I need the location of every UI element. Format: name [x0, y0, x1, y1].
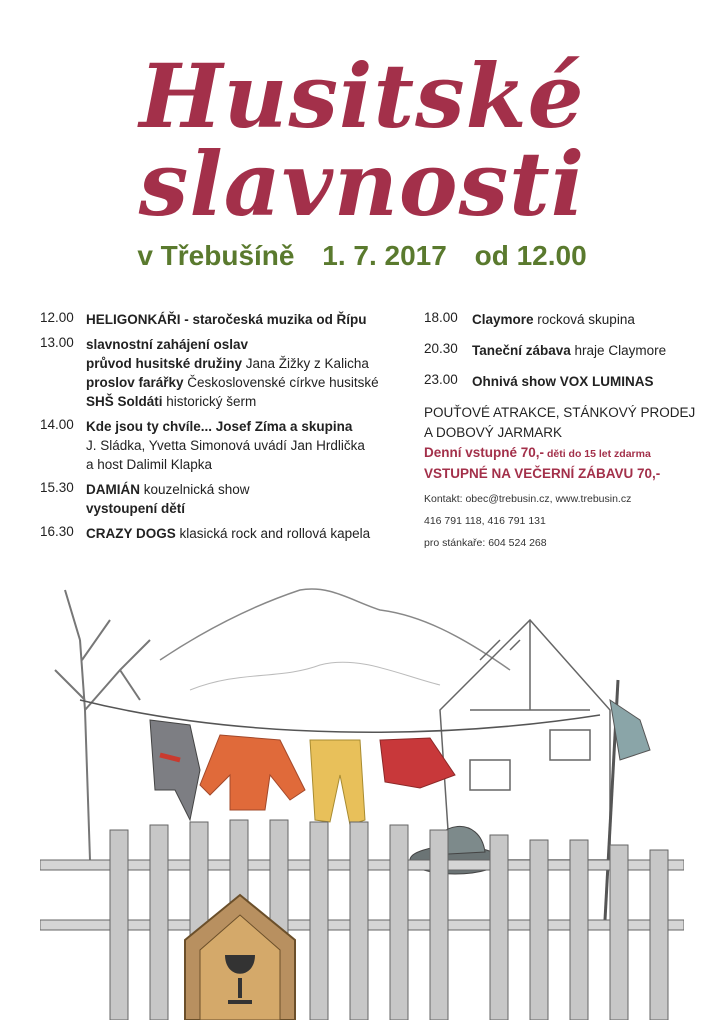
schedule-text: DAMIÁN	[86, 482, 140, 497]
schedule-text: proslov farářky	[86, 375, 184, 390]
schedule-text: hraje Claymore	[570, 343, 667, 358]
schedule-row	[40, 310, 410, 329]
event-start-time: od 12.00	[474, 240, 587, 271]
event-subtitle	[0, 240, 724, 272]
schedule-time: 14.00	[40, 417, 74, 432]
schedule-text: Taneční zábava	[472, 343, 571, 358]
evening-entry: VSTUPNÉ NA VEČERNÍ ZÁBAVU 70,-	[424, 466, 661, 481]
grey-shirt-drawing	[150, 720, 200, 820]
day-entry	[424, 443, 714, 464]
schedule-line	[86, 354, 410, 373]
children-free: děti do 15 let zdarma	[544, 448, 651, 460]
schedule-right	[424, 310, 714, 403]
orange-sweater-drawing	[200, 735, 305, 810]
day-entry-price: Denní vstupné 70,-	[424, 445, 545, 460]
schedule-text: SHŠ Soldáti	[86, 394, 163, 409]
schedule-text: slavnostní zahájení oslav	[86, 337, 249, 352]
bare-tree-drawing	[55, 590, 150, 860]
house-drawing	[440, 620, 610, 860]
info-block	[424, 403, 714, 484]
mountain-drawing	[160, 589, 510, 670]
event-place: v Třebušíně	[137, 240, 295, 271]
schedule-line	[86, 310, 410, 329]
schedule-text: Claymore	[472, 312, 534, 327]
schedule-row	[424, 310, 714, 329]
schedule-row	[40, 480, 410, 518]
schedule-line	[472, 372, 714, 391]
schedule-text: Jana Žižky z Kalicha	[242, 356, 369, 371]
schedule-line	[86, 373, 410, 392]
schedule-time: 13.00	[40, 335, 74, 350]
schedule-text: HELIGONKÁŘI - staročeská muzika od Řípu	[86, 312, 367, 327]
schedule-line	[86, 436, 410, 455]
schedule-text: Československé církve husitské	[183, 375, 379, 390]
schedule-time: 18.00	[424, 310, 458, 325]
attractions-line-2: A DOBOVÝ JARMARK	[424, 425, 563, 440]
schedule-text: Ohnivá show VOX LUMINAS	[472, 374, 654, 389]
schedule-text: Kde jsou ty chvíle... Josef Zíma a skupina	[86, 419, 353, 434]
schedule-text: kouzelnická show	[140, 482, 250, 497]
schedule-time: 20.30	[424, 341, 458, 356]
schedule-text: a host Dalimil Klapka	[86, 457, 213, 472]
schedule-line	[86, 480, 410, 499]
attractions-line-1: POUŤOVÉ ATRAKCE, STÁNKOVÝ PRODEJ	[424, 405, 696, 420]
schedule-line	[86, 499, 410, 518]
contact-phones: 416 791 118, 416 791 131	[424, 515, 546, 527]
schedule-row	[424, 372, 714, 391]
schedule-row	[40, 335, 410, 411]
picket-fence-drawing	[40, 820, 684, 1020]
schedule-row	[40, 417, 410, 474]
schedule-time: 23.00	[424, 372, 458, 387]
village-illustration	[40, 560, 684, 1020]
schedule-line	[86, 524, 410, 543]
yellow-trousers-drawing	[310, 740, 365, 825]
red-skirt-drawing	[380, 738, 455, 788]
schedule-text: klasická rock and rollová kapela	[175, 526, 371, 541]
schedule-line	[472, 341, 714, 360]
schedule-text: průvod husitské družiny	[86, 356, 243, 371]
event-date: 1. 7. 2017	[322, 240, 447, 271]
schedule-text: historický šerm	[162, 394, 257, 409]
schedule-time: 12.00	[40, 310, 74, 325]
contacts-block	[424, 488, 631, 554]
schedule-text: J. Sládka, Yvetta Simonová uvádí Jan Hrdlička	[86, 438, 365, 453]
contact-vendors: pro stánkaře: 604 524 268	[424, 537, 547, 549]
schedule-left	[40, 310, 410, 549]
schedule-time: 16.30	[40, 524, 74, 539]
schedule-line	[86, 392, 410, 411]
schedule-text: vystoupení dětí	[86, 501, 186, 516]
title-line-2: slavnosti	[138, 132, 586, 236]
schedule-text: rocková skupina	[533, 312, 635, 327]
schedule-time: 15.30	[40, 480, 74, 495]
schedule-line	[86, 417, 410, 436]
schedule-row	[40, 524, 410, 543]
schedule-row	[424, 341, 714, 360]
schedule-line	[86, 335, 410, 354]
schedule-text: CRAZY DOGS	[86, 526, 176, 541]
schedule-line	[472, 310, 714, 329]
contact-web: Kontakt: obec@trebusin.cz, www.trebusin.cz	[424, 493, 632, 505]
schedule-line	[86, 455, 410, 474]
title-line-1: Husitské	[139, 44, 585, 148]
